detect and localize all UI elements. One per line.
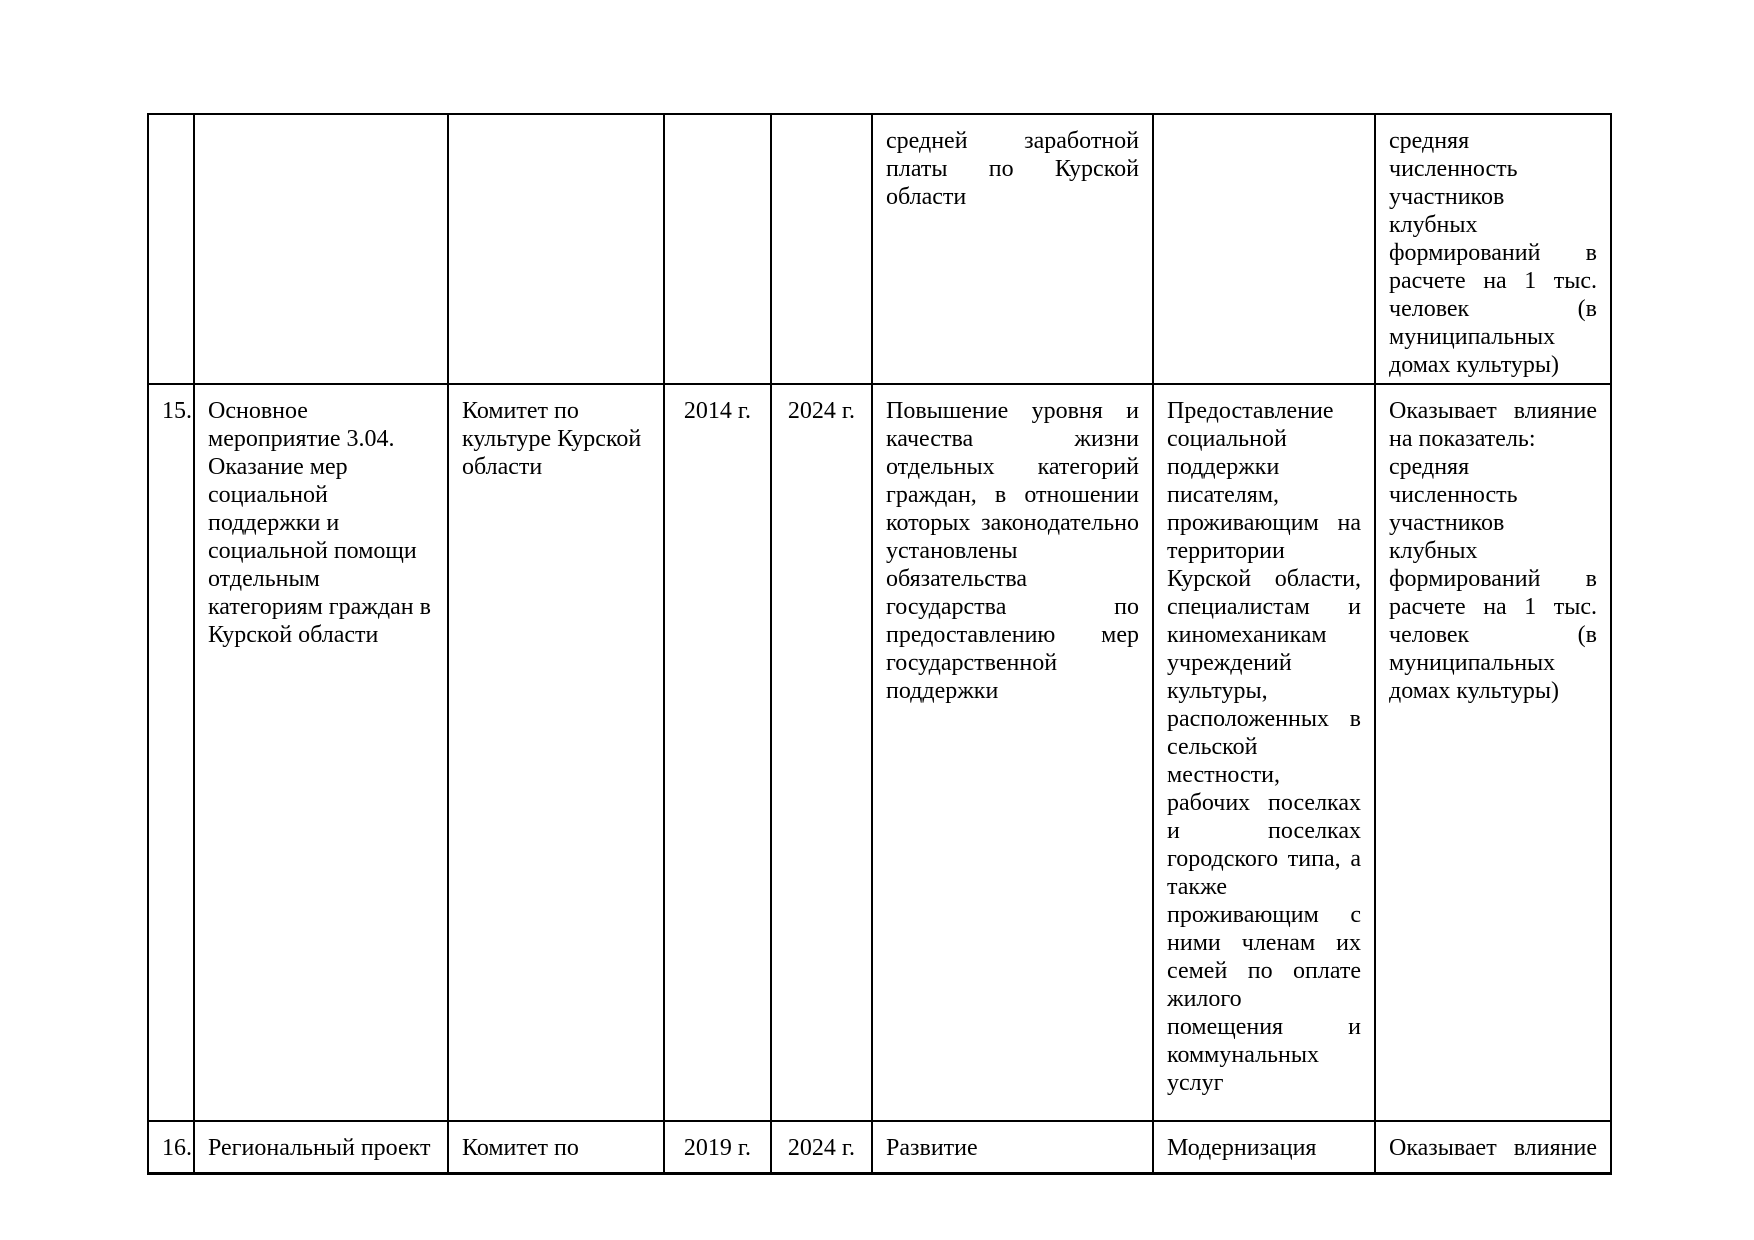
expected-result-cell: Повышение уровня и качества жизни отдельных категорий граждан, в отношении которых законодательно установлены обязательства государства по предоставлению мер государственной поддержки bbox=[872, 384, 1153, 1121]
executor-cell bbox=[448, 114, 664, 384]
end-year-cell: 2024 г. bbox=[771, 384, 872, 1121]
description-cell bbox=[1153, 114, 1375, 384]
indicator-cell bbox=[1375, 384, 1611, 1121]
start-year-cell bbox=[664, 114, 771, 384]
row-number-cell bbox=[148, 114, 194, 384]
start-year-cell: 2019 г. bbox=[664, 1121, 771, 1173]
program-measures-table bbox=[147, 113, 1612, 1175]
table-row-15 bbox=[148, 384, 1611, 1121]
event-name-cell: Основное мероприятие 3.04. Оказание мер социальной поддержки и социальной помощи отдельным категориям граждан в Курской области bbox=[194, 384, 448, 1121]
executor-cell: Комитет по культуре Курской области bbox=[448, 384, 664, 1121]
executor-cell: Комитет по bbox=[448, 1121, 664, 1173]
description-cell: Модернизация bbox=[1153, 1121, 1375, 1173]
indicator-intro-text: Оказывает влияние на показатель: bbox=[1389, 398, 1597, 452]
description-cell: Предоставление социальной поддержки писателям, проживающим на территории Курской области, специалистам и киномеханикам учреждений культуры, расположенных в сельской местности, рабочих поселках и поселках городского типа, а также проживающим с ними членам их семей по оплате жилого помещения и коммунальных услуг bbox=[1153, 384, 1375, 1121]
end-year-cell: 2024 г. bbox=[771, 1121, 872, 1173]
table-row-continuation bbox=[148, 114, 1611, 384]
indicator-text: средняя численность участников клубных формирований в расчете на 1 тыс. человек (в муниципальных домах культуры) bbox=[1389, 454, 1597, 704]
event-name-cell bbox=[194, 114, 448, 384]
end-year-cell bbox=[771, 114, 872, 384]
indicator-cell: Оказывает влияние bbox=[1375, 1121, 1611, 1173]
event-name-cell: Региональный проект bbox=[194, 1121, 448, 1173]
row-number-cell: 15. bbox=[148, 384, 194, 1121]
expected-result-cell: средней заработной платы по Курской области bbox=[872, 114, 1153, 384]
table-row-16 bbox=[148, 1121, 1611, 1173]
start-year-cell: 2014 г. bbox=[664, 384, 771, 1121]
indicator-cell: средняя численность участников клубных формирований в расчете на 1 тыс. человек (в муниципальных домах культуры) bbox=[1375, 114, 1611, 384]
row-number-cell: 16. bbox=[148, 1121, 194, 1173]
expected-result-cell: Развитие bbox=[872, 1121, 1153, 1173]
